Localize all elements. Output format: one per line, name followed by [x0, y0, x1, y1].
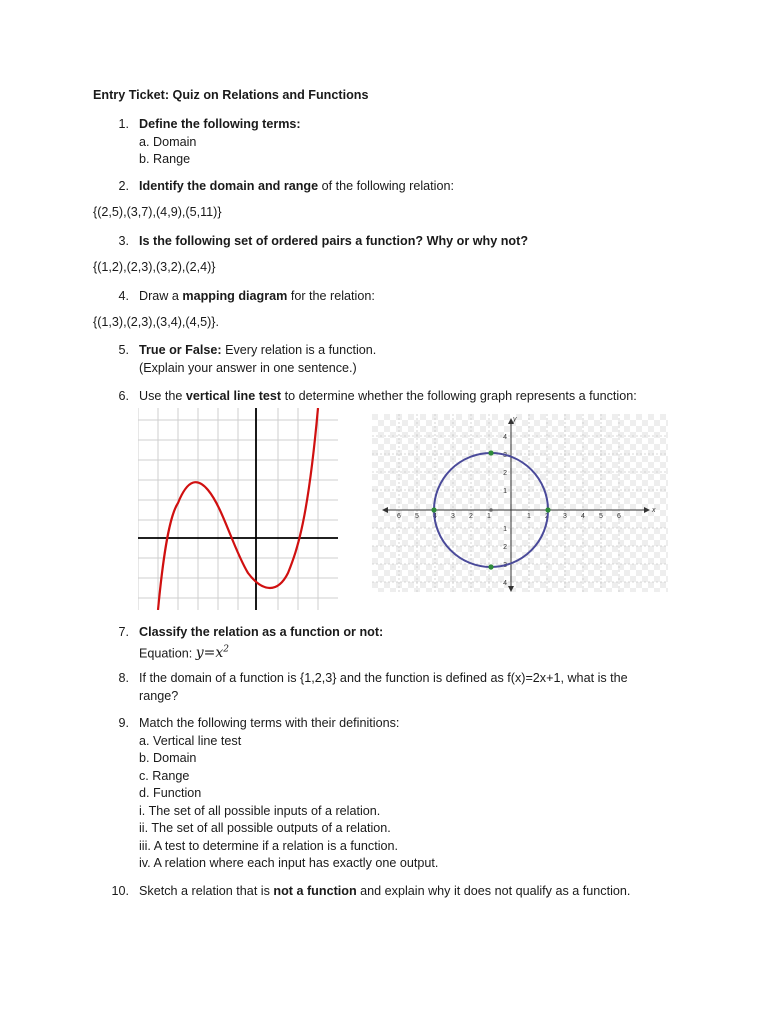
- question-7-prompt: Classify the relation as a function or not:: [139, 625, 384, 639]
- x-tick-label: 6: [617, 513, 621, 520]
- relation-set-q4: {(1,3),(2,3),(3,4),(4,5)}.: [93, 315, 219, 329]
- y-tick-label: 2: [503, 544, 507, 551]
- question-2-bold: Identify the domain and range: [139, 179, 319, 193]
- y-tick-label: 1: [503, 488, 507, 495]
- x-tick-label: 3: [451, 513, 455, 520]
- question-3-prompt: Is the following set of ordered pairs a function? Why or why not?: [139, 234, 529, 248]
- question-number: 10.: [111, 884, 129, 898]
- center-point: [489, 508, 493, 512]
- question-number: 7.: [118, 625, 129, 639]
- y-tick-label: 2: [503, 470, 507, 477]
- question-number: 5.: [118, 343, 129, 357]
- x-tick-label: 1: [527, 513, 531, 520]
- question-6-text: to determine whether the following graph represents a function:: [281, 389, 637, 403]
- equation-label: Equation:: [139, 646, 196, 661]
- match-term: c. Range: [139, 768, 190, 783]
- question-9-intro: Match the following terms with their definitions:: [139, 716, 400, 730]
- question-8-line-2: range?: [139, 688, 179, 703]
- y-tick-label: 3: [503, 452, 507, 459]
- question-10-pre: Sketch a relation that is: [139, 884, 274, 898]
- intercept-point: [431, 507, 436, 512]
- x-tick-label: 3: [563, 513, 567, 520]
- match-definition: iv. A relation where each input has exactly one output.: [139, 856, 439, 870]
- question-5-bold: True or False:: [139, 343, 222, 357]
- relation-set-q3: {(1,2),(2,3),(3,2),(2,4)}: [93, 260, 216, 274]
- intercept-point: [488, 564, 493, 569]
- relation-set-q2: {(2,5),(3,7),(4,9),(5,11)}: [93, 205, 222, 219]
- x-tick-label: 4: [581, 513, 585, 520]
- question-5-note: (Explain your answer in one sentence.): [139, 360, 357, 375]
- equation: [196, 645, 229, 661]
- question-5-text: Every relation is a function.: [221, 343, 377, 357]
- question-number: 8.: [118, 671, 129, 685]
- circle-graph: [372, 414, 668, 596]
- question-number: 4.: [118, 289, 129, 303]
- term-domain: a. Domain: [139, 134, 197, 149]
- y-tick-label: 4: [503, 580, 507, 587]
- question-number: 1.: [118, 117, 129, 131]
- y-tick-label: 3: [503, 562, 507, 569]
- match-definition: ii. The set of all possible outputs of a relation.: [139, 821, 391, 835]
- question-4-bold: mapping diagram: [182, 289, 288, 303]
- match-definition: iii. A test to determine if a relation is a function.: [139, 838, 399, 853]
- match-definition: i. The set of all possible inputs of a relation.: [139, 803, 381, 818]
- question-number: 3.: [118, 234, 129, 248]
- intercept-point: [488, 450, 493, 455]
- equation-exponent: 2: [223, 644, 229, 655]
- question-10-bold: not a function: [273, 884, 357, 898]
- equation-text: y=x: [195, 645, 224, 662]
- y-axis-label: y: [513, 416, 517, 423]
- question-4-text: for the relation:: [287, 289, 375, 303]
- question-number: 9.: [118, 716, 129, 730]
- question-6-pre: Use the: [139, 389, 186, 403]
- y-tick-label: 4: [503, 434, 507, 441]
- match-term: d. Function: [139, 786, 202, 800]
- question-8-line-1: If the domain of a function is {1,2,3} and the function is defined as f(x)=2x+1, what is the: [139, 671, 628, 685]
- x-tick-label: 2: [469, 513, 473, 520]
- x-tick-label: 4: [433, 513, 437, 520]
- x-tick-label: 5: [415, 513, 419, 520]
- question-10-text: and explain why it does not qualify as a function.: [356, 884, 631, 898]
- question-6-bold: vertical line test: [185, 389, 282, 403]
- y-tick-label: 1: [503, 526, 507, 533]
- match-term: a. Vertical line test: [139, 733, 242, 748]
- graph-background: [372, 414, 668, 592]
- question-2-text: of the following relation:: [318, 179, 454, 193]
- cubic-graph: [138, 408, 338, 610]
- match-term: b. Domain: [139, 751, 197, 765]
- x-tick-label: 5: [599, 513, 603, 520]
- page-title: Entry Ticket: Quiz on Relations and Functions: [93, 88, 369, 102]
- question-1-prompt: Define the following terms:: [139, 117, 301, 131]
- graph-grid: [138, 408, 338, 610]
- term-range: b. Range: [139, 152, 191, 166]
- intercept-point: [545, 507, 550, 512]
- x-tick-label: 2: [545, 513, 549, 520]
- question-number: 2.: [118, 179, 129, 193]
- x-axis-label: x: [652, 507, 656, 514]
- question-number: 6.: [118, 389, 129, 403]
- question-4-pre: Draw a: [139, 289, 183, 303]
- x-tick-label: 6: [397, 513, 401, 520]
- x-tick-label: 1: [487, 513, 491, 520]
